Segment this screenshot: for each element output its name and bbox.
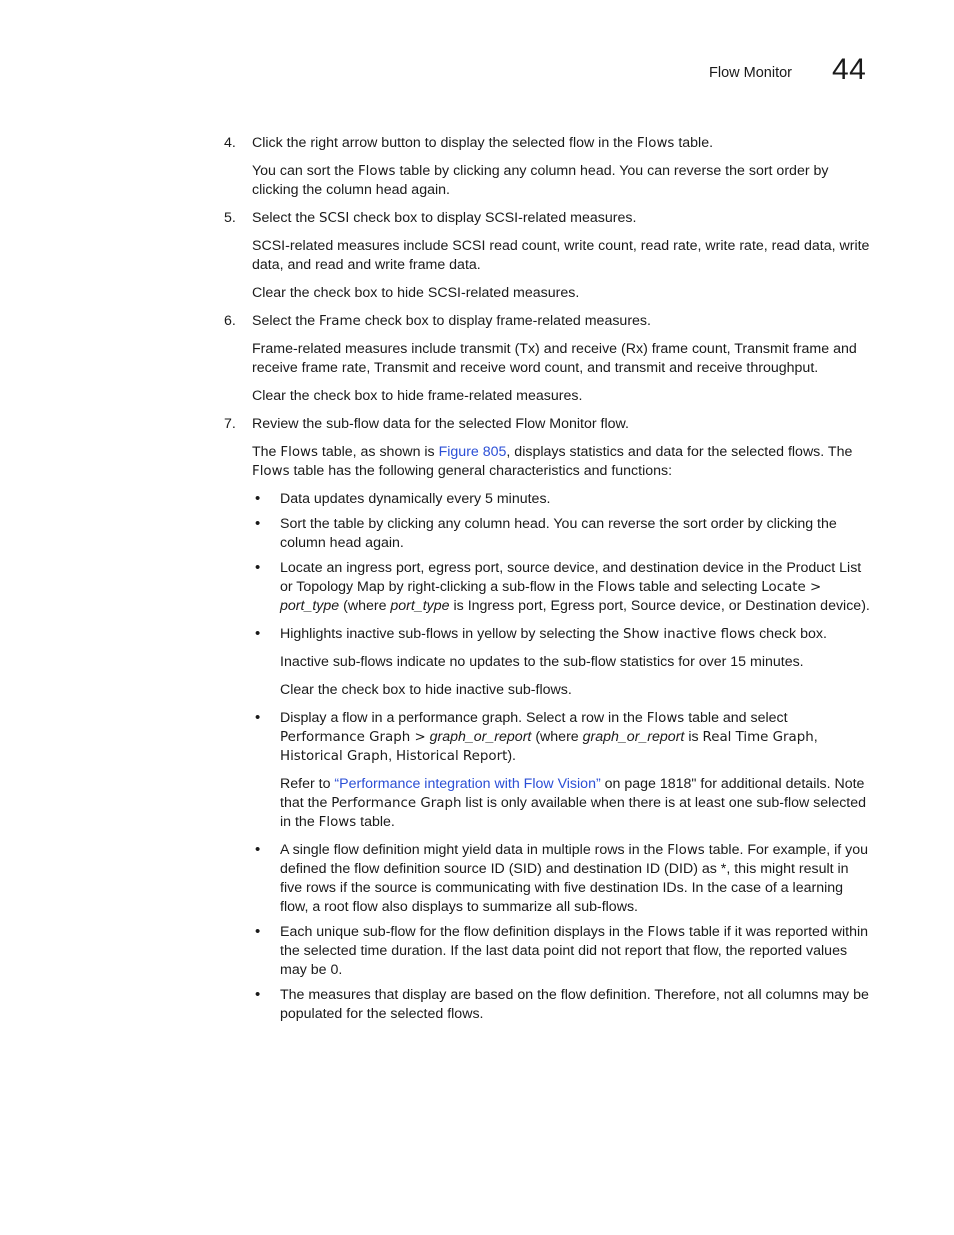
text: table. — [356, 814, 395, 830]
list-item — [252, 923, 874, 980]
ui-term-show-inactive-flows: Show inactive flows — [623, 627, 756, 642]
text: on page 1818" for additional details. Note that the — [280, 776, 865, 811]
list-item-note: Clear the check box to hide inactive sub-flows. — [280, 682, 572, 698]
list-item — [252, 625, 874, 700]
variable-term: port_type — [390, 598, 450, 614]
ui-term-flows: Flows — [636, 136, 675, 151]
bullet-icon: • — [255, 986, 261, 1003]
step-5-note: SCSI-related measures include SCSI read count, write count, read rate, write rate, read data, write data, and read and write frame data. — [252, 238, 870, 273]
text: list is only available when there is at least one sub-flow selected in the — [280, 795, 867, 830]
page-body — [224, 134, 874, 1030]
bullet-icon: • — [255, 709, 261, 726]
text: ). — [507, 748, 516, 764]
text: , — [388, 748, 396, 764]
cross-reference-link[interactable]: “Performance integration with Flow Vision” — [334, 776, 601, 792]
ui-term-real-time-graph: Real Time Graph — [702, 730, 814, 745]
step-text: Review the sub-flow data for the selected Flow Monitor flow. — [252, 416, 629, 432]
text: The — [252, 444, 281, 460]
text: Sort the table by clicking any column head. You can reverse the sort order by clicking the column head again. — [280, 516, 837, 551]
ui-term-flows: Flows — [318, 815, 357, 830]
step-text: Click the right arrow button to display the selected flow in the — [252, 135, 637, 151]
ui-term-frame: Frame — [319, 314, 361, 329]
step-number: 4. — [224, 135, 236, 151]
ui-term-performance-graph: Performance Graph — [331, 796, 462, 811]
characteristics-list — [252, 490, 874, 1024]
list-item — [252, 515, 874, 553]
list-item — [252, 709, 874, 832]
step-7 — [224, 415, 874, 434]
ui-term-performance-graph: Performance Graph > — [280, 730, 426, 745]
list-item — [252, 841, 874, 917]
list-item-note: Inactive sub-flows indicate no updates to the sub-flow statistics for over 15 minutes. — [280, 654, 804, 670]
text: table, as shown is — [317, 444, 439, 460]
step-text: check box to display SCSI-related measures. — [349, 210, 637, 226]
ui-term-flows: Flows — [667, 843, 705, 858]
text: table. For example, if you defined the flow definition source ID (SID) and destination ID (DID) as *, this might result in five rows if the source is communicating with five destination IDs. In the case of a learning flow, a root flow also displays to summarize all sub-flows. — [280, 842, 868, 915]
chapter-number: 44 — [832, 53, 867, 86]
ui-term-historical-graph: Historical Graph — [280, 749, 389, 764]
text: , — [813, 729, 818, 745]
text: Data updates dynamically every 5 minutes. — [280, 491, 551, 507]
text: Each unique sub-flow for the flow definition displays in the — [280, 924, 648, 940]
step-5-note: Clear the check box to hide SCSI-related measures. — [252, 285, 580, 301]
bullet-icon: • — [255, 923, 261, 940]
ui-term-scsi: SCSI — [319, 211, 350, 226]
section-title: Flow Monitor — [709, 65, 792, 81]
text: (where — [531, 729, 583, 745]
step-number: 7. — [224, 416, 236, 432]
list-item — [252, 559, 874, 616]
bullet-icon: • — [255, 841, 261, 858]
text: Display a flow in a performance graph. Select a row in the — [280, 710, 647, 726]
step-6-note: Clear the check box to hide frame-related measures. — [252, 388, 583, 404]
ui-term-flows: Flows — [597, 580, 636, 595]
variable-term: port_type — [280, 598, 340, 614]
step-5 — [224, 209, 874, 228]
step-7-note — [252, 443, 874, 481]
bullet-icon: • — [255, 515, 261, 532]
step-text: Select the — [252, 313, 320, 329]
text: is — [684, 729, 703, 745]
step-text: check box to display frame-related measures. — [360, 313, 651, 329]
ui-term-flows: Flows — [647, 925, 686, 940]
step-number: 6. — [224, 313, 236, 329]
text: Locate an ingress port, egress port, source device, and destination device in the Product List or Topology Map by right-clicking a sub-flow in the — [280, 560, 862, 595]
text: Refer to — [280, 776, 335, 792]
text: A single flow definition might yield data in multiple rows in the — [280, 842, 668, 858]
text: table by clicking any column head. You can reverse the sort order by clicking the column head again. — [252, 163, 829, 198]
step-4-note — [252, 162, 874, 200]
text: table and selecting — [635, 579, 762, 595]
text: is Ingress port, Egress port, Source device, or Destination device). — [449, 598, 870, 614]
text: check box. — [755, 626, 827, 642]
ui-term-flows: Flows — [252, 464, 290, 479]
bullet-icon: • — [255, 559, 261, 576]
ui-term-flows: Flows — [646, 711, 685, 726]
step-text: Select the — [252, 210, 320, 226]
text: The measures that display are based on the flow definition. Therefore, not all columns may be populated for the selected flows. — [280, 987, 869, 1022]
text: table if it was reported within the selected time duration. If the last data point did not report that flow, the reported values may be 0. — [280, 924, 869, 978]
text: table and select — [684, 710, 788, 726]
bullet-icon: • — [255, 625, 261, 642]
step-6 — [224, 312, 874, 331]
text: Highlights inactive sub-flows in yellow by selecting the — [280, 626, 624, 642]
ui-term-flows: Flows — [280, 445, 318, 460]
step-4 — [224, 134, 874, 153]
figure-link[interactable]: Figure 805 — [438, 444, 507, 460]
step-6-note: Frame-related measures include transmit (Tx) and receive (Rx) frame count, Transmit frame and receive frame rate, Transmit and receive word count, and transmit and receive throughput. — [252, 341, 857, 376]
step-number: 5. — [224, 210, 236, 226]
list-item-note — [280, 775, 874, 832]
variable-term: graph_or_report — [582, 729, 685, 745]
bullet-icon: • — [255, 490, 261, 507]
text: (where — [339, 598, 391, 614]
text: , displays statistics and data for the selected flows. The — [506, 444, 853, 460]
list-item — [252, 986, 874, 1024]
variable-term: graph_or_report — [429, 729, 532, 745]
ui-term-historical-report: Historical Report — [395, 749, 508, 764]
text: You can sort the — [252, 163, 358, 179]
ui-term-flows: Flows — [357, 164, 396, 179]
step-text: table. — [674, 135, 714, 151]
text: table has the following general characteristics and functions: — [289, 463, 673, 479]
ui-term-locate: Locate > — [761, 580, 822, 595]
list-item — [252, 490, 874, 509]
